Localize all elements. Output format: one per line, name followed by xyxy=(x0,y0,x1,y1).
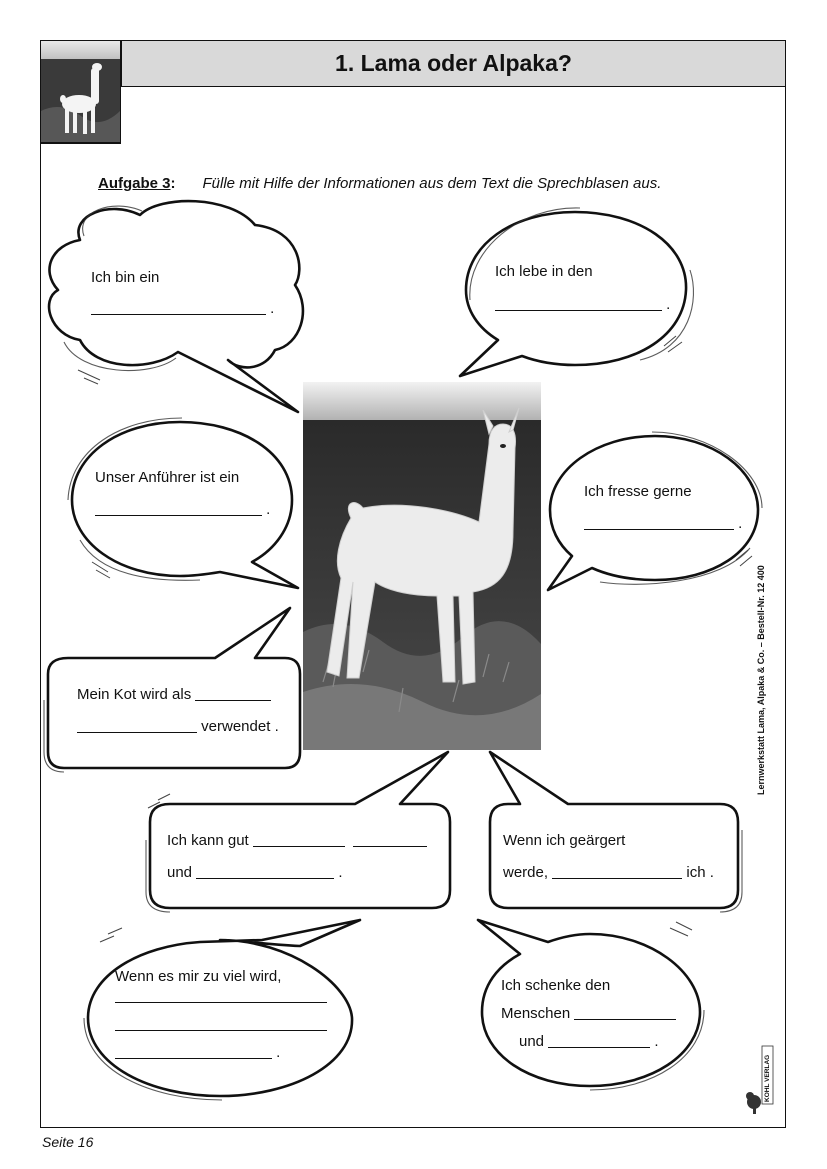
page-title: 1. Lama oder Alpaka? xyxy=(121,40,786,87)
blank[interactable] xyxy=(552,864,682,879)
blank[interactable] xyxy=(548,1033,650,1048)
blank[interactable] xyxy=(115,988,327,1003)
bubble-5-line-1: Mein Kot wird als xyxy=(77,686,271,704)
blank[interactable] xyxy=(574,1005,676,1020)
task-text: Fülle mit Hilfe der Informationen aus dem Text die Sprechblasen aus. xyxy=(202,175,662,192)
bubble-8-answer-line-1 xyxy=(115,988,327,1006)
blank[interactable] xyxy=(353,832,427,847)
llama-photo xyxy=(303,382,541,750)
bubble-4-shape xyxy=(548,436,758,590)
bubble-9-line-3: und . xyxy=(519,1033,659,1050)
bubble-1-answer-line: . xyxy=(91,300,274,318)
svg-text:KOHL VERLAG: KOHL VERLAG xyxy=(764,1054,771,1102)
bubble-2-answer-line: . xyxy=(495,296,670,314)
blank[interactable] xyxy=(95,501,262,516)
blank[interactable] xyxy=(115,1016,327,1031)
task-colon: : xyxy=(170,175,176,192)
bubble-1-text: Ich bin ein xyxy=(91,269,160,286)
bubble-7-shape xyxy=(490,752,738,908)
bubble-9-line-2: Menschen xyxy=(501,1005,676,1023)
bubble-8-shape xyxy=(88,920,360,1096)
page-number: Seite 16 xyxy=(42,1134,94,1150)
blank[interactable] xyxy=(195,686,271,701)
bubble-6-line-1: Ich kann gut xyxy=(167,832,427,850)
bubble-7-line-2: werde, ich . xyxy=(503,864,714,881)
blank[interactable] xyxy=(77,718,197,733)
blank[interactable] xyxy=(495,296,662,311)
bubble-4-answer-line: . xyxy=(584,515,742,533)
bubble-6-line-2: und . xyxy=(167,864,343,881)
task-label: Aufgabe 3 xyxy=(98,175,171,192)
publisher-logo xyxy=(744,1044,778,1116)
bubble-9-shape xyxy=(478,920,700,1086)
bubble-8-answer-line-3: . xyxy=(115,1044,280,1062)
blank[interactable] xyxy=(196,864,334,879)
bubble-9-line-1: Ich schenke den xyxy=(501,977,611,994)
bubble-3-text: Unser Anführer ist ein xyxy=(95,469,240,486)
bubble-3-answer-line: . xyxy=(95,501,270,519)
bubble-4-text: Ich fresse gerne xyxy=(584,483,692,500)
bubble-7-line-1: Wenn ich geärgert xyxy=(503,832,626,849)
bubble-2-text: Ich lebe in den xyxy=(495,263,593,280)
blank[interactable] xyxy=(115,1044,272,1059)
publisher-side-text: Lernwerkstatt Lama, Alpaka & Co. – Bestell-Nr. 12 400 xyxy=(756,565,766,795)
bubble-5-line-2: verwendet . xyxy=(77,718,279,736)
blank[interactable] xyxy=(91,300,266,315)
bubble-8-text: Wenn es mir zu viel wird, xyxy=(115,968,282,985)
bubble-8-answer-line-2 xyxy=(115,1016,327,1034)
bubble-2-shape xyxy=(460,212,686,376)
blank[interactable] xyxy=(584,515,734,530)
blank[interactable] xyxy=(253,832,345,847)
bubble-6-shape xyxy=(150,752,450,908)
